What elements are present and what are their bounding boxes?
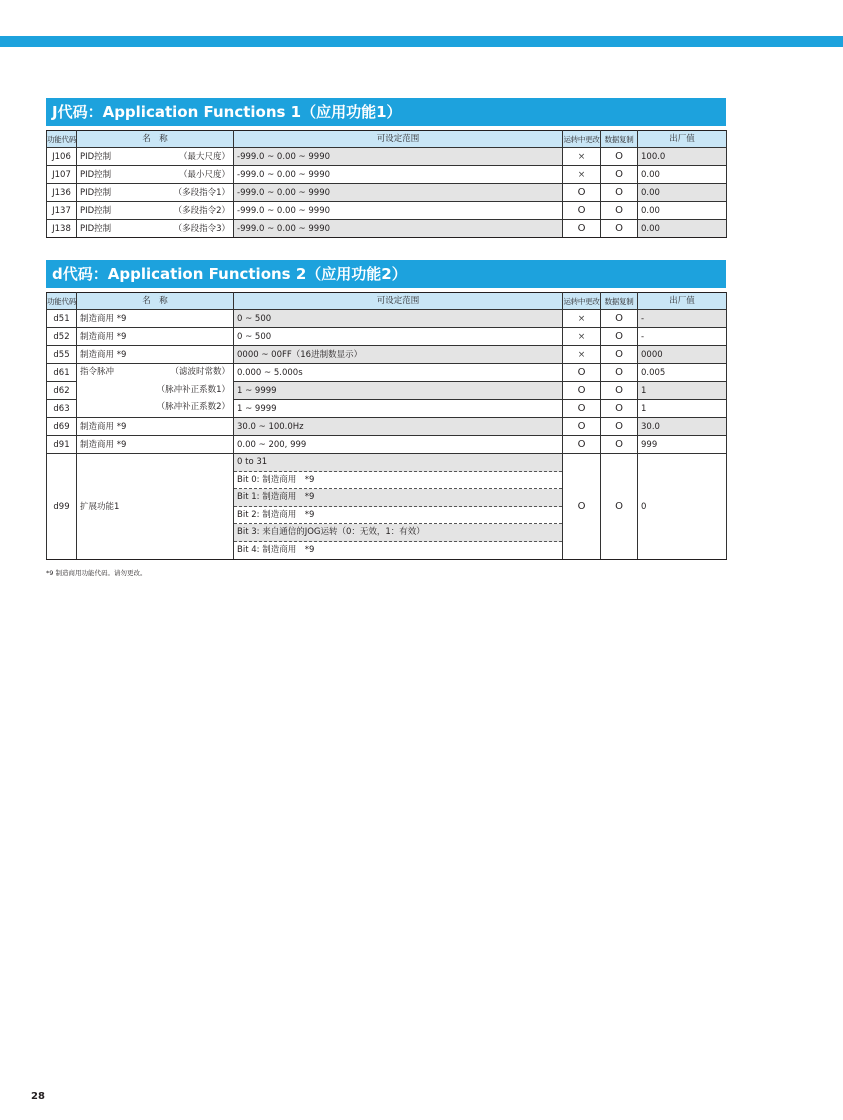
- default-value: 100.0: [638, 148, 727, 166]
- setting-range: 1 ~ 9999: [234, 400, 563, 418]
- running-change-mark: [563, 346, 601, 364]
- header-running-change: 运转中更改: [563, 293, 601, 310]
- name-sub: （脉冲补正系数2）: [156, 402, 230, 412]
- table-row: [47, 148, 727, 166]
- data-copy-mark: [601, 220, 638, 238]
- default-value: 0.005: [638, 364, 727, 382]
- default-value: 0.00: [638, 184, 727, 202]
- cross-mark: ×: [577, 331, 586, 342]
- name-sub: （滤波时常数）: [170, 367, 230, 377]
- running-change-mark: [563, 202, 601, 220]
- j-section-title: J代码：Application Functions 1（应用功能1）: [46, 98, 726, 126]
- function-name: 制造商用 *9: [77, 436, 234, 454]
- setting-range: 30.0 ~ 100.0Hz: [234, 418, 563, 436]
- name-text: PID控制: [80, 187, 112, 198]
- header-default: 出厂值: [638, 293, 727, 310]
- running-change-mark: [563, 454, 601, 560]
- setting-range: -999.0 ~ 0.00 ~ 9990: [234, 184, 563, 202]
- header-range: 可设定范围: [234, 131, 563, 148]
- setting-range: 0000 ~ 00FF（16进制数显示）: [234, 346, 563, 364]
- name-text: PID控制: [80, 205, 112, 216]
- circle-mark: O: [577, 366, 586, 378]
- function-code: J138: [47, 220, 77, 238]
- data-copy-mark: [601, 436, 638, 454]
- function-name-group: [77, 364, 234, 418]
- function-code: d69: [47, 418, 77, 436]
- setting-range: -999.0 ~ 0.00 ~ 9990: [234, 166, 563, 184]
- function-code: d52: [47, 328, 77, 346]
- running-change-mark: [563, 184, 601, 202]
- default-value: 0.00: [638, 220, 727, 238]
- circle-mark: O: [615, 150, 623, 162]
- function-name: 制造商用 *9: [77, 418, 234, 436]
- circle-mark: O: [615, 168, 623, 180]
- function-name: 制造商用 *9: [77, 310, 234, 328]
- circle-mark: O: [615, 204, 623, 216]
- name-sub: （最大尺度）: [178, 151, 230, 162]
- function-name: [77, 184, 234, 202]
- circle-mark: O: [615, 420, 623, 432]
- data-copy-mark: [601, 148, 638, 166]
- table-row: [47, 364, 727, 382]
- cross-mark: ×: [577, 151, 586, 162]
- table-row: [47, 166, 727, 184]
- data-copy-mark: [601, 166, 638, 184]
- name-sub: （多段指令1）: [173, 187, 230, 198]
- circle-mark: O: [577, 204, 586, 216]
- circle-mark: O: [615, 500, 623, 512]
- header-data-copy: 数据复制: [601, 131, 638, 148]
- function-code: J107: [47, 166, 77, 184]
- name-text: PID控制: [80, 151, 112, 162]
- header-code: 功能代码: [47, 293, 77, 310]
- function-name: 制造商用 *9: [77, 346, 234, 364]
- function-code: d55: [47, 346, 77, 364]
- circle-mark: O: [615, 222, 623, 234]
- table-header-row: [47, 293, 727, 310]
- table-row: [47, 184, 727, 202]
- running-change-mark: [563, 436, 601, 454]
- data-copy-mark: [601, 184, 638, 202]
- running-change-mark: [563, 148, 601, 166]
- function-code: d61: [47, 364, 77, 382]
- setting-range: 0 ~ 500: [234, 328, 563, 346]
- setting-range: 0.000 ~ 5.000s: [234, 364, 563, 382]
- function-name: 扩展功能1: [77, 454, 234, 560]
- function-name: 制造商用 *9: [77, 328, 234, 346]
- table-header-row: [47, 131, 727, 148]
- circle-mark: O: [615, 312, 623, 324]
- cross-mark: ×: [577, 169, 586, 180]
- page-number: 28: [31, 1091, 45, 1102]
- running-change-mark: [563, 166, 601, 184]
- table-row-d99: [47, 454, 727, 560]
- j-code-section: [46, 98, 726, 238]
- circle-mark: O: [615, 402, 623, 414]
- name-sub: （最小尺度）: [178, 169, 230, 180]
- function-code: d99: [47, 454, 77, 560]
- function-code: d51: [47, 310, 77, 328]
- d-code-section: [46, 260, 726, 560]
- circle-mark: O: [615, 438, 623, 450]
- function-code: d91: [47, 436, 77, 454]
- data-copy-mark: [601, 202, 638, 220]
- function-code: J137: [47, 202, 77, 220]
- running-change-mark: [563, 220, 601, 238]
- table-row: [47, 310, 727, 328]
- name-text: 指令脉冲: [80, 367, 115, 377]
- function-code: J106: [47, 148, 77, 166]
- header-data-copy: 数据复制: [601, 293, 638, 310]
- cross-mark: ×: [577, 349, 586, 360]
- range-line: Bit 3: 来自通信的JOG运转（0：无效，1：有效）: [234, 524, 562, 542]
- default-value: 1: [638, 400, 727, 418]
- default-value: 0.00: [638, 166, 727, 184]
- header-name: 名 称: [77, 131, 234, 148]
- j-code-table: [46, 130, 727, 238]
- circle-mark: O: [615, 330, 623, 342]
- default-value: -: [638, 310, 727, 328]
- name-text: PID控制: [80, 223, 112, 234]
- default-value: 1: [638, 382, 727, 400]
- circle-mark: O: [577, 420, 586, 432]
- range-line: Bit 1: 制造商用 *9: [234, 489, 562, 507]
- function-name: [77, 220, 234, 238]
- range-line: Bit 2: 制造商用 *9: [234, 507, 562, 525]
- range-line: Bit 4: 制造商用 *9: [237, 544, 315, 555]
- running-change-mark: [563, 418, 601, 436]
- function-code: J136: [47, 184, 77, 202]
- circle-mark: O: [577, 500, 586, 512]
- table-row: [47, 346, 727, 364]
- name-sub: （脉冲补正系数1）: [156, 385, 230, 395]
- header-running-change: 运转中更改: [563, 131, 601, 148]
- running-change-mark: [563, 400, 601, 418]
- table-row: [47, 436, 727, 454]
- default-value: -: [638, 328, 727, 346]
- setting-range: 1 ~ 9999: [234, 382, 563, 400]
- top-accent-bar: [0, 36, 843, 47]
- data-copy-mark: [601, 382, 638, 400]
- data-copy-mark: [601, 454, 638, 560]
- header-range: 可设定范围: [234, 293, 563, 310]
- setting-range: -999.0 ~ 0.00 ~ 9990: [234, 148, 563, 166]
- setting-range: -999.0 ~ 0.00 ~ 9990: [234, 202, 563, 220]
- table-row: [47, 418, 727, 436]
- table-row: [47, 202, 727, 220]
- function-name: [77, 148, 234, 166]
- name-sub: （多段指令3）: [173, 223, 230, 234]
- function-code: d62: [47, 382, 77, 400]
- range-line: 0 to 31: [234, 454, 562, 472]
- name-text: PID控制: [80, 169, 112, 180]
- function-name: [77, 166, 234, 184]
- running-change-mark: [563, 364, 601, 382]
- header-code: 功能代码: [47, 131, 77, 148]
- setting-range: -999.0 ~ 0.00 ~ 9990: [234, 220, 563, 238]
- circle-mark: O: [577, 222, 586, 234]
- circle-mark: O: [577, 186, 586, 198]
- default-value: 999: [638, 436, 727, 454]
- running-change-mark: [563, 310, 601, 328]
- table-row: [47, 328, 727, 346]
- function-name: [77, 202, 234, 220]
- circle-mark: O: [577, 402, 586, 414]
- data-copy-mark: [601, 400, 638, 418]
- default-value: 0.00: [638, 202, 727, 220]
- table-row: [47, 220, 727, 238]
- d-section-title: d代码：Application Functions 2（应用功能2）: [46, 260, 726, 288]
- circle-mark: O: [615, 384, 623, 396]
- header-default: 出厂值: [638, 131, 727, 148]
- name-sub: （多段指令2）: [173, 205, 230, 216]
- running-change-mark: [563, 382, 601, 400]
- data-copy-mark: [601, 328, 638, 346]
- data-copy-mark: [601, 418, 638, 436]
- default-value: 0: [638, 454, 727, 560]
- setting-range: 0 ~ 500: [234, 310, 563, 328]
- range-line: Bit 0: 制造商用 *9: [234, 472, 562, 490]
- circle-mark: O: [615, 348, 623, 360]
- circle-mark: O: [577, 438, 586, 450]
- d-code-table: [46, 292, 727, 560]
- cross-mark: ×: [577, 313, 586, 324]
- header-name: 名 称: [77, 293, 234, 310]
- data-copy-mark: [601, 310, 638, 328]
- setting-range-bits: [234, 454, 563, 560]
- function-code: d63: [47, 400, 77, 418]
- circle-mark: O: [577, 384, 586, 396]
- data-copy-mark: [601, 364, 638, 382]
- data-copy-mark: [601, 346, 638, 364]
- setting-range: 0.00 ~ 200, 999: [234, 436, 563, 454]
- default-value: 30.0: [638, 418, 727, 436]
- running-change-mark: [563, 328, 601, 346]
- circle-mark: O: [615, 366, 623, 378]
- circle-mark: O: [615, 186, 623, 198]
- footnote: *9 制造商用功能代码。请勿更改。: [46, 569, 147, 577]
- default-value: 0000: [638, 346, 727, 364]
